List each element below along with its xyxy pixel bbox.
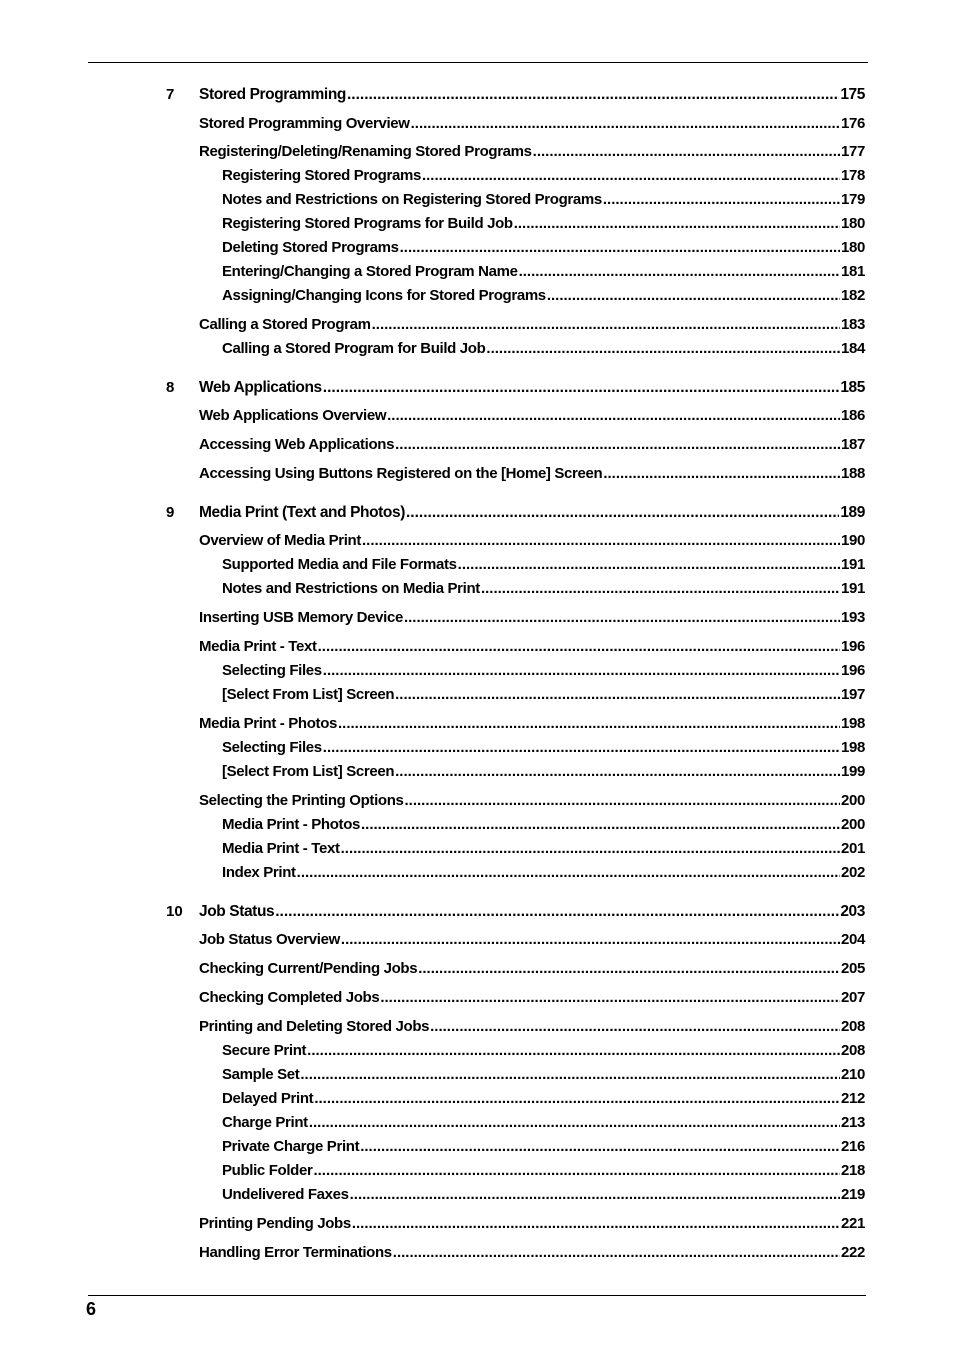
entry-page-number: 221 — [841, 1215, 865, 1232]
section-entry[interactable] — [199, 531, 865, 551]
dot-leader — [309, 1113, 840, 1133]
entry-page-number: 198 — [841, 715, 865, 732]
section-entry[interactable] — [199, 714, 865, 734]
entry-page-number: 191 — [841, 556, 865, 573]
dot-leader — [400, 238, 840, 258]
entry-title: Sample Set — [222, 1066, 300, 1083]
subsection-entry[interactable] — [222, 762, 865, 782]
subsection-entry[interactable] — [222, 166, 865, 186]
entry-title: Registering Stored Programs for Build Job — [222, 215, 513, 232]
dot-leader — [323, 661, 840, 681]
entry-title: Delayed Print — [222, 1090, 314, 1107]
chapter-number: 9 — [166, 504, 175, 521]
entry-title: Media Print - Photos — [222, 816, 361, 833]
dot-leader — [360, 1137, 840, 1157]
subsection-entry[interactable] — [222, 839, 865, 859]
entry-title: Overview of Media Print — [199, 532, 361, 549]
section-entry[interactable] — [199, 608, 865, 628]
entry-page-number: 204 — [841, 931, 865, 948]
dot-leader — [314, 1089, 840, 1109]
dot-leader — [350, 1185, 840, 1205]
dot-leader — [514, 214, 840, 234]
entry-title: Job Status Overview — [199, 931, 340, 948]
dot-leader — [395, 762, 840, 782]
subsection-entry[interactable] — [222, 214, 865, 234]
entry-title: Charge Print — [222, 1114, 308, 1131]
dot-leader — [387, 406, 840, 426]
entry-title: Selecting Files — [222, 739, 322, 756]
entry-page-number: 187 — [841, 436, 865, 453]
entry-page-number: 189 — [840, 504, 865, 521]
footer-rule — [88, 1295, 866, 1296]
entry-title: Printing and Deleting Stored Jobs — [199, 1018, 430, 1035]
subsection-entry[interactable] — [222, 1113, 865, 1133]
entry-page-number: 218 — [841, 1162, 865, 1179]
dot-leader — [411, 114, 840, 134]
dot-leader — [481, 579, 840, 599]
subsection-entry[interactable] — [222, 1161, 865, 1181]
entry-title: Accessing Using Buttons Registered on the [Home] Screen — [199, 465, 603, 482]
entry-page-number: 212 — [841, 1090, 865, 1107]
subsection-entry[interactable] — [222, 863, 865, 883]
dot-leader — [338, 714, 840, 734]
dot-leader — [430, 1017, 840, 1037]
dot-leader — [404, 608, 840, 628]
entry-page-number: 181 — [841, 263, 865, 280]
dot-leader — [323, 738, 840, 758]
dot-leader — [533, 142, 840, 162]
entry-title: Media Print - Photos — [199, 715, 338, 732]
entry-page-number: 198 — [841, 739, 865, 756]
entry-title: Calling a Stored Program — [199, 316, 371, 333]
entry-page-number: 188 — [841, 465, 865, 482]
entry-page-number: 196 — [841, 662, 865, 679]
section-entry[interactable] — [199, 959, 865, 979]
subsection-entry[interactable] — [222, 555, 865, 575]
section-entry[interactable] — [199, 315, 865, 335]
subsection-entry[interactable] — [222, 1089, 865, 1109]
section-entry[interactable] — [199, 1017, 865, 1037]
entry-title: Inserting USB Memory Device — [199, 609, 403, 626]
dot-leader — [380, 988, 840, 1008]
entry-title: Checking Completed Jobs — [199, 989, 380, 1006]
entry-page-number: 186 — [841, 407, 865, 424]
entry-title: Stored Programming Overview — [199, 115, 410, 132]
dot-leader — [323, 378, 840, 398]
subsection-entry[interactable] — [222, 339, 865, 359]
entry-title: Notes and Restrictions on Registering Stored Programs — [222, 191, 602, 208]
section-entry[interactable] — [199, 142, 865, 162]
subsection-entry[interactable] — [222, 579, 865, 599]
section-entry[interactable] — [199, 406, 865, 426]
entry-page-number: 185 — [840, 379, 865, 396]
entry-page-number: 184 — [841, 340, 865, 357]
entry-title: Secure Print — [222, 1042, 307, 1059]
entry-title: Selecting Files — [222, 662, 322, 679]
entry-title: Handling Error Terminations — [199, 1244, 392, 1261]
entry-page-number: 219 — [841, 1186, 865, 1203]
entry-page-number: 200 — [841, 816, 865, 833]
dot-leader — [519, 262, 840, 282]
entry-title: Web Applications — [199, 379, 322, 396]
dot-leader — [361, 815, 840, 835]
dot-leader — [547, 286, 840, 306]
entry-title: Deleting Stored Programs — [222, 239, 399, 256]
dot-leader — [405, 791, 841, 811]
entry-page-number: 205 — [841, 960, 865, 977]
dot-leader — [275, 902, 839, 922]
entry-page-number: 190 — [841, 532, 865, 549]
entry-title: Notes and Restrictions on Media Print — [222, 580, 480, 597]
entry-page-number: 200 — [841, 792, 865, 809]
entry-page-number: 175 — [840, 86, 865, 103]
section-entry[interactable] — [199, 464, 865, 484]
dot-leader — [341, 930, 840, 950]
subsection-entry[interactable] — [222, 1185, 865, 1205]
entry-title: Selecting the Printing Options — [199, 792, 404, 809]
dot-leader — [406, 503, 839, 523]
dot-leader — [395, 435, 840, 455]
entry-title: Assigning/Changing Icons for Stored Programs — [222, 287, 546, 304]
chapter-number: 7 — [166, 86, 175, 103]
subsection-entry[interactable] — [222, 815, 865, 835]
entry-page-number: 201 — [841, 840, 865, 857]
subsection-entry[interactable] — [222, 738, 865, 758]
section-entry[interactable] — [199, 1243, 865, 1263]
entry-title: Job Status — [199, 903, 275, 920]
dot-leader — [347, 85, 839, 105]
entry-title: Undelivered Faxes — [222, 1186, 349, 1203]
entry-page-number: 179 — [841, 191, 865, 208]
section-entry[interactable] — [199, 435, 865, 455]
dot-leader — [300, 1065, 840, 1085]
section-entry[interactable] — [199, 637, 865, 657]
subsection-entry[interactable] — [222, 685, 865, 705]
dot-leader — [341, 839, 840, 859]
entry-page-number: 216 — [841, 1138, 865, 1155]
chapter-entry[interactable] — [199, 378, 865, 398]
subsection-entry[interactable] — [222, 190, 865, 210]
entry-title: Entering/Changing a Stored Program Name — [222, 263, 518, 280]
entry-title: Registering Stored Programs — [222, 167, 421, 184]
chapter-number: 10 — [166, 903, 183, 920]
subsection-entry[interactable] — [222, 1041, 865, 1061]
entry-page-number: 210 — [841, 1066, 865, 1083]
chapter-number: 8 — [166, 379, 175, 396]
entry-title: Stored Programming — [199, 86, 346, 103]
entry-title: Checking Current/Pending Jobs — [199, 960, 418, 977]
dot-leader — [486, 339, 840, 359]
entry-page-number: 202 — [841, 864, 865, 881]
dot-leader — [458, 555, 840, 575]
entry-title: Private Charge Print — [222, 1138, 360, 1155]
dot-leader — [393, 1243, 840, 1263]
subsection-entry[interactable] — [222, 286, 865, 306]
dot-leader — [313, 1161, 840, 1181]
chapter-entry[interactable] — [199, 503, 865, 523]
subsection-entry[interactable] — [222, 262, 865, 282]
dot-leader — [418, 959, 840, 979]
entry-page-number: 208 — [841, 1018, 865, 1035]
entry-page-number: 180 — [841, 239, 865, 256]
dot-leader — [372, 315, 840, 335]
dot-leader — [603, 464, 840, 484]
section-entry[interactable] — [199, 988, 865, 1008]
entry-title: Calling a Stored Program for Build Job — [222, 340, 486, 357]
section-entry[interactable] — [199, 791, 865, 811]
entry-page-number: 203 — [840, 903, 865, 920]
entry-page-number: 182 — [841, 287, 865, 304]
page-number: 6 — [86, 1299, 97, 1319]
entry-page-number: 191 — [841, 580, 865, 597]
dot-leader — [307, 1041, 840, 1061]
dot-leader — [603, 190, 840, 210]
entry-title: [Select From List] Screen — [222, 686, 395, 703]
dot-leader — [422, 166, 840, 186]
entry-title: Accessing Web Applications — [199, 436, 395, 453]
section-entry[interactable] — [199, 1214, 865, 1234]
entry-title: Media Print - Text — [199, 638, 317, 655]
entry-title: Web Applications Overview — [199, 407, 387, 424]
entry-page-number: 196 — [841, 638, 865, 655]
dot-leader — [297, 863, 840, 883]
subsection-entry[interactable] — [222, 1065, 865, 1085]
entry-page-number: 183 — [841, 316, 865, 333]
section-entry[interactable] — [199, 114, 865, 134]
dot-leader — [395, 685, 840, 705]
entry-title: Index Print — [222, 864, 296, 881]
entry-title: Media Print - Text — [222, 840, 340, 857]
entry-page-number: 180 — [841, 215, 865, 232]
entry-page-number: 193 — [841, 609, 865, 626]
entry-page-number: 207 — [841, 989, 865, 1006]
section-entry[interactable] — [199, 930, 865, 950]
subsection-entry[interactable] — [222, 238, 865, 258]
entry-page-number: 176 — [841, 115, 865, 132]
dot-leader — [352, 1214, 840, 1234]
entry-title: Supported Media and File Formats — [222, 556, 457, 573]
subsection-entry[interactable] — [222, 661, 865, 681]
entry-title: Printing Pending Jobs — [199, 1215, 351, 1232]
entry-page-number: 178 — [841, 167, 865, 184]
chapter-entry[interactable] — [199, 85, 865, 105]
entry-title: [Select From List] Screen — [222, 763, 395, 780]
entry-title: Media Print (Text and Photos) — [199, 504, 405, 521]
entry-page-number: 197 — [841, 686, 865, 703]
entry-page-number: 222 — [841, 1244, 865, 1261]
chapter-entry[interactable] — [199, 902, 865, 922]
entry-page-number: 208 — [841, 1042, 865, 1059]
subsection-entry[interactable] — [222, 1137, 865, 1157]
entry-page-number: 177 — [841, 143, 865, 160]
entry-title: Registering/Deleting/Renaming Stored Programs — [199, 143, 532, 160]
dot-leader — [318, 637, 840, 657]
entry-page-number: 213 — [841, 1114, 865, 1131]
dot-leader — [362, 531, 840, 551]
entry-page-number: 199 — [841, 763, 865, 780]
entry-title: Public Folder — [222, 1162, 313, 1179]
